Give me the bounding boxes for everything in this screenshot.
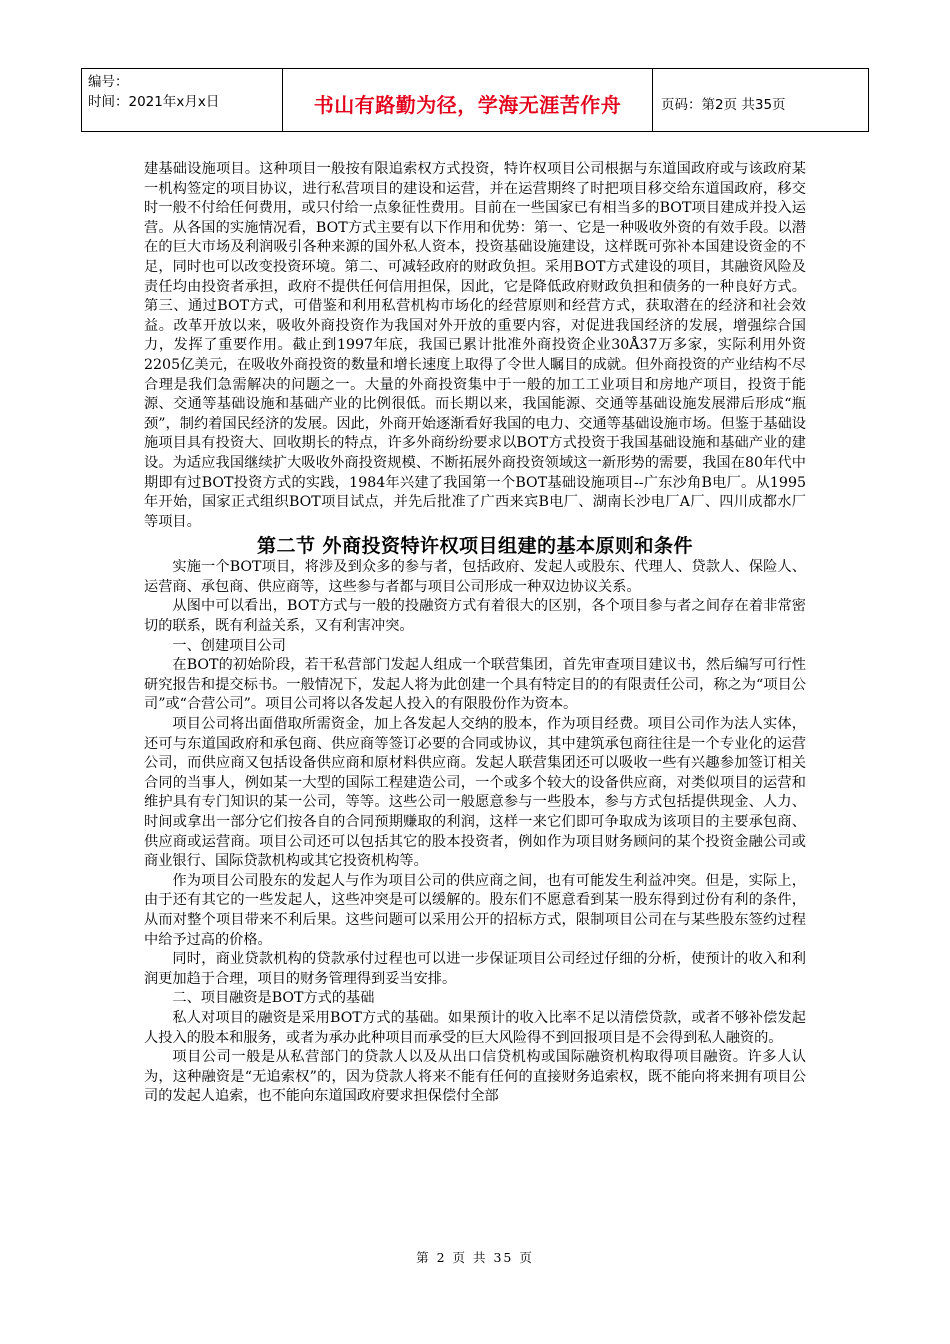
paragraph: 在BOT的初始阶段，若干私营部门发起人组成一个联营集团，首先审查项目建议书，然后编写可行性研究报告和提交标书。一般情况下，发起人将为此创建一个具有特定目的的有限责任公司，称之为“项目公司”或“合营公司”。项目公司将以各发起人投入的有限股份作为资本。 <box>144 657 806 713</box>
paragraph: 同时，商业贷款机构的贷款承付过程也可以进一步保证项目公司经过仔细的分析，使预计的收入和利润更加趋于合理，项目的财务管理得到妥当安排。 <box>144 951 806 987</box>
document-body <box>144 160 806 1107</box>
page-footer: 第 2 页 共 35 页 <box>416 1250 534 1265</box>
time-label: 时间：2021年x月x日 <box>88 94 220 110</box>
header-page-info: 页码：第2页 共35页 <box>661 97 786 113</box>
header-meta <box>82 69 283 131</box>
page-header <box>81 68 869 132</box>
paragraph: 作为项目公司股东的发起人与作为项目公司的供应商之间，也有可能发生利益冲突。但是，实际上，由于还有其它的一些发起人，这些冲突是可以缓解的。股东们不愿意看到某一股东得到过份有利的条件，从而对整个项目带来不利后果。这些问题可以采用公开的招标方式，限制项目公司在与某些股东签约过程中给予过高的价格。 <box>144 872 806 948</box>
header-motto: 书山有路勤为径，学海无涯苦作舟 <box>283 69 653 131</box>
paragraph: 建基础设施项目。这种项目一般按有限追索权方式投资，特许权项目公司根据与东道国政府或与该政府某一机构签定的项目协议，进行私营项目的建设和运营，并在运营期终了时把项目移交给东道国政府，移交时一般不付给任何费用，或只付给一点象征性费用。目前在一些国家已有相当多的BOT项目建成并投入运营。从各国的实施情况看，BOT方式主要有以下作用和优势：第一、它是一种吸收外资的有效手段。以潜在的巨大市场及利润吸引各种来源的国外私人资本，投资基础设施建设，这样既可弥补本国建设资金的不足，同时也可以改变投资环境。第二、可减轻政府的财政负担。采用BOT方式建设的项目，其融资风险及责任均由投资者承担，政府不提供任何信用担保，因此，它是降低政府财政负担和债务的一种良好方式。第三、通过BOT方式，可借鉴和利用私营机构市场化的经营原则和经营方式，获取潜在的经济和社会效益。改革开放以来，吸收外商投资作为我国对外开放的重要内容，对促进我国经济的发展，增强综合国力，发挥了重要作用。截止到1997年底，我国已累计批准外商投资企业30Å37万多家，实际利用外资2205亿美元，在吸收外商投资的数量和增长速度上取得了令世人瞩目的成就。但外商投资的产业结构不尽合理是我们急需解决的问题之一。大量的外商投资集中于一般的加工工业项目和房地产项目，投资于能源、交通等基础设施和基础产业的比例很低。而长期以来，我国能源、交通等基础设施发展滞后形成“瓶颈”，制约着国民经济的发展。因此，外商开始逐渐看好我国的电力、交通等基础设施市场。但鉴于基础设施项目具有投资大、回收期长的特点，许多外商纷纷要求以BOT方式投资于我国基础设施和基础产业的建设。为适应我国继续扩大吸收外商投资规模、不断拓展外商投资领域这一新形势的需要，我国在80年代中期即有过BOT投资方式的实践，1984年兴建了我国第一个BOT基础设施项目--广东沙角B电厂。从1995年开始，国家正式组织BOT项目试点，并先后批准了广西来宾B电厂、湖南长沙电厂A厂、四川成都水厂等项目。 <box>144 161 806 530</box>
number-label: 编号： <box>88 74 129 90</box>
paragraph: 从图中可以看出，BOT方式与一般的投融资方式有着很大的区别，各个项目参与者之间存在着非常密切的联系，既有利益关系，又有利害冲突。 <box>144 598 806 635</box>
paragraph: 项目公司将出面借取所需资金，加上各发起人交纳的股本，作为项目经费。项目公司作为法人实体，还可与东道国政府和承包商、供应商等签订必要的合同或协议，其中建筑承包商往往是一个专业化的运营公司，而供应商又包括设备供应商和原材料供应商。发起人联营集团还可以吸收一些有兴趣参加签订相关合同的当事人，例如某一大型的国际工程建造公司，一个或多个较大的设备供应商，对类似项目的运营和维护具有专门知识的某一公司，等等。这些公司一般愿意参与一些股本，参与方式包括提供现金、人力、时间或拿出一部分它们按各自的合同预期赚取的利润，这样一来它们即可争取成为该项目的主要承包商、供应商或运营商。项目公司还可以包括其它的股本投资者，例如作为项目财务顾问的某个投资金融公司或商业银行、国际贷款机构或其它投资机构等。 <box>144 716 806 870</box>
section-title: 第二节 外商投资特许权项目组建的基本原则和条件 <box>256 535 694 558</box>
subheading: 二、项目融资是BOT方式的基础 <box>172 990 375 1007</box>
paragraph: 项目公司一般是从私营部门的贷款人以及从出口信贷机构或国际融资机构取得项目融资。许多人认为，这种融资是“无追索权”的，因为贷款人将来不能有任何的直接财务追索权，既不能向将来拥有项目公司的发起人追索，也不能向东道国政府要求担保偿付全部 <box>144 1049 806 1105</box>
subheading: 一、创建项目公司 <box>172 637 286 654</box>
paragraph: 私人对项目的融资是采用BOT方式的基础。如果预计的收入比率不足以清偿贷款，或者不够补偿发起人投入的股本和服务，或者为承办此种项目而承受的巨大风险得不到回报项目是不会得到私人融资的。 <box>144 1009 806 1046</box>
paragraph: 实施一个BOT项目，将涉及到众多的参与者，包括政府、发起人或股东、代理人、贷款人、保险人、运营商、承包商、供应商等，这些参与者都与项目公司形成一种双边协议关系。 <box>144 559 806 595</box>
